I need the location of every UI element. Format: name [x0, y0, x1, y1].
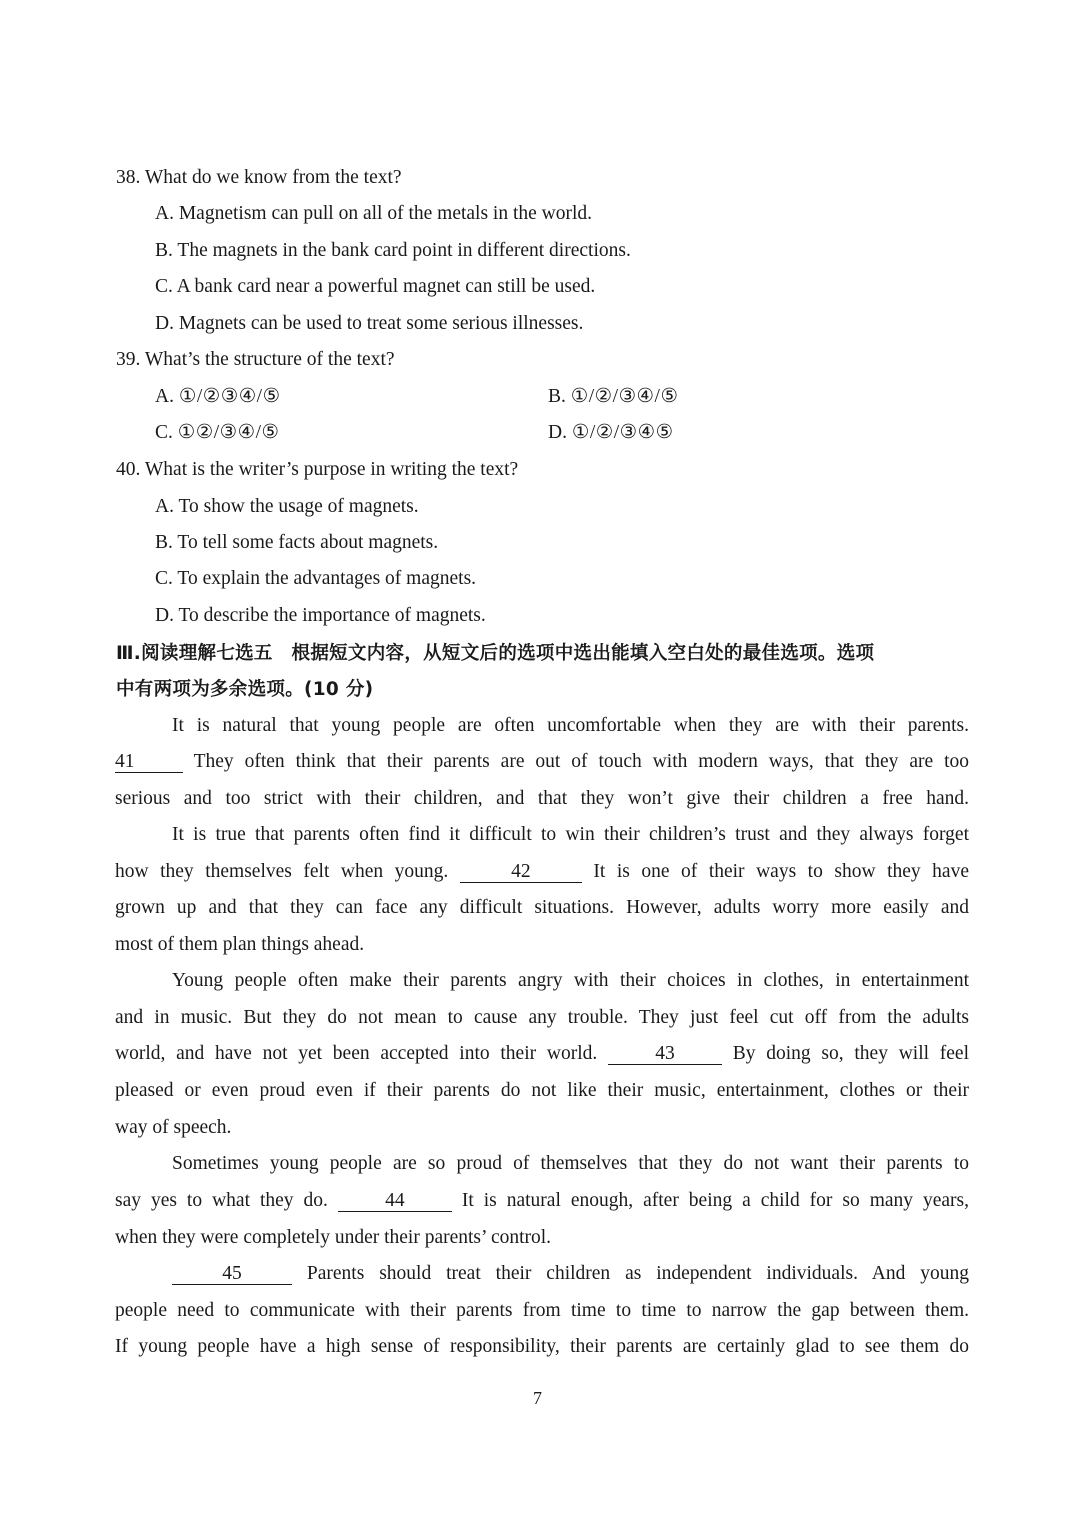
- passage-p2-line-4: most of them plan things ahead.: [115, 934, 365, 955]
- option-label: C.: [155, 422, 173, 443]
- passage-p2-line-3: grown up and that they can face any difficult situations. However, adults worry more easily and: [115, 897, 969, 918]
- option-value: ①/②/③④⑤: [571, 422, 674, 443]
- passage-p1-line-2: [115, 749, 969, 775]
- blank-41: 41: [115, 752, 183, 773]
- passage-p3-line-5: way of speech.: [115, 1117, 232, 1138]
- question-38-option-a: A. Magnetism can pull on all of the metals in the world.: [155, 203, 593, 224]
- passage-p1-line-3: serious and too strict with their children, and that they won’t give their children a free hand.: [115, 788, 969, 809]
- passage-text: It is natural enough, after being a child for so many years,: [461, 1190, 970, 1211]
- page-number: 7: [533, 1388, 542, 1408]
- question-39-option-d: [548, 420, 674, 446]
- passage-p5-line-2: people need to communicate with their parents from time to time to narrow the gap between them.: [115, 1300, 969, 1321]
- question-40-option-a: A. To show the usage of magnets.: [155, 496, 419, 517]
- question-38-option-b: B. The magnets in the bank card point in different directions.: [155, 240, 631, 261]
- passage-p3-line-3: [115, 1041, 969, 1067]
- question-38-option-c: C. A bank card near a powerful magnet can still be used.: [155, 276, 596, 297]
- passage-p5-line-3: If young people have a high sense of responsibility, their parents are certainly glad to see them do: [115, 1336, 969, 1357]
- question-38-option-d: D. Magnets can be used to treat some serious illnesses.: [155, 313, 584, 334]
- passage-p4-line-2: [115, 1188, 969, 1214]
- question-40-option-b: B. To tell some facts about magnets.: [155, 532, 439, 553]
- section-3-instructions-line-2: 中有两项为多余选项。(10 分): [116, 679, 374, 700]
- passage-text: world, and have not yet been accepted into their world.: [115, 1043, 598, 1064]
- option-label: D.: [548, 422, 567, 443]
- passage-text: Parents should treat their children as independent individuals. And young: [306, 1263, 970, 1284]
- passage-p1-line-1: It is natural that young people are often uncomfortable when they are with their parents.: [172, 715, 969, 736]
- passage-p5-line-1: [115, 1261, 969, 1287]
- question-39-option-b: [548, 384, 678, 410]
- passage-p2-line-2: [115, 859, 969, 885]
- passage-text: how they themselves felt when young.: [115, 861, 449, 882]
- question-40-option-c: C. To explain the advantages of magnets.: [155, 568, 477, 589]
- passage-text: By doing so, they will feel: [732, 1043, 970, 1064]
- passage-p3-line-2: and in music. But they do not mean to cause any trouble. They just feel cut off from the adults: [115, 1007, 969, 1028]
- passage-text: They often think that their parents are out of touch with modern ways, that they are too: [193, 751, 970, 772]
- passage-text: say yes to what they do.: [115, 1190, 328, 1211]
- question-38-stem: 38. What do we know from the text?: [116, 167, 402, 188]
- passage-p2-line-1: It is true that parents often find it difficult to win their children’s trust and they always forget: [172, 824, 969, 845]
- passage-p3-line-4: pleased or even proud even if their parents do not like their music, entertainment, clothes or their: [115, 1080, 969, 1101]
- passage-text: It is one of their ways to show they have: [593, 861, 969, 882]
- passage-p3-line-1: Young people often make their parents angry with their choices in clothes, in entertainment: [172, 970, 969, 991]
- question-40-option-d: D. To describe the importance of magnets.: [155, 605, 486, 626]
- question-40-stem: 40. What is the writer’s purpose in writing the text?: [116, 459, 519, 480]
- blank-44: 44: [338, 1191, 452, 1212]
- passage-p4-line-3: when they were completely under their parents’ control.: [115, 1227, 552, 1248]
- question-39-stem: 39. What’s the structure of the text?: [116, 349, 395, 370]
- passage-p4-line-1: Sometimes young people are so proud of themselves that they do not want their parents to: [172, 1153, 969, 1174]
- question-39-option-a: [155, 384, 281, 410]
- option-value: ①/②/③④/⑤: [570, 386, 679, 407]
- option-label: B.: [548, 386, 566, 407]
- blank-43: 43: [608, 1044, 722, 1065]
- option-label: A.: [155, 386, 174, 407]
- option-value: ①②/③④/⑤: [177, 422, 280, 443]
- section-3-instructions-line-1: Ⅲ.阅读理解七选五 根据短文内容，从短文后的选项中选出能填入空白处的最佳选项。选项: [116, 643, 875, 664]
- option-value: ①/②③④/⑤: [178, 386, 281, 407]
- blank-42: 42: [460, 862, 582, 883]
- question-39-option-c: [155, 420, 280, 446]
- blank-45: 45: [172, 1264, 292, 1285]
